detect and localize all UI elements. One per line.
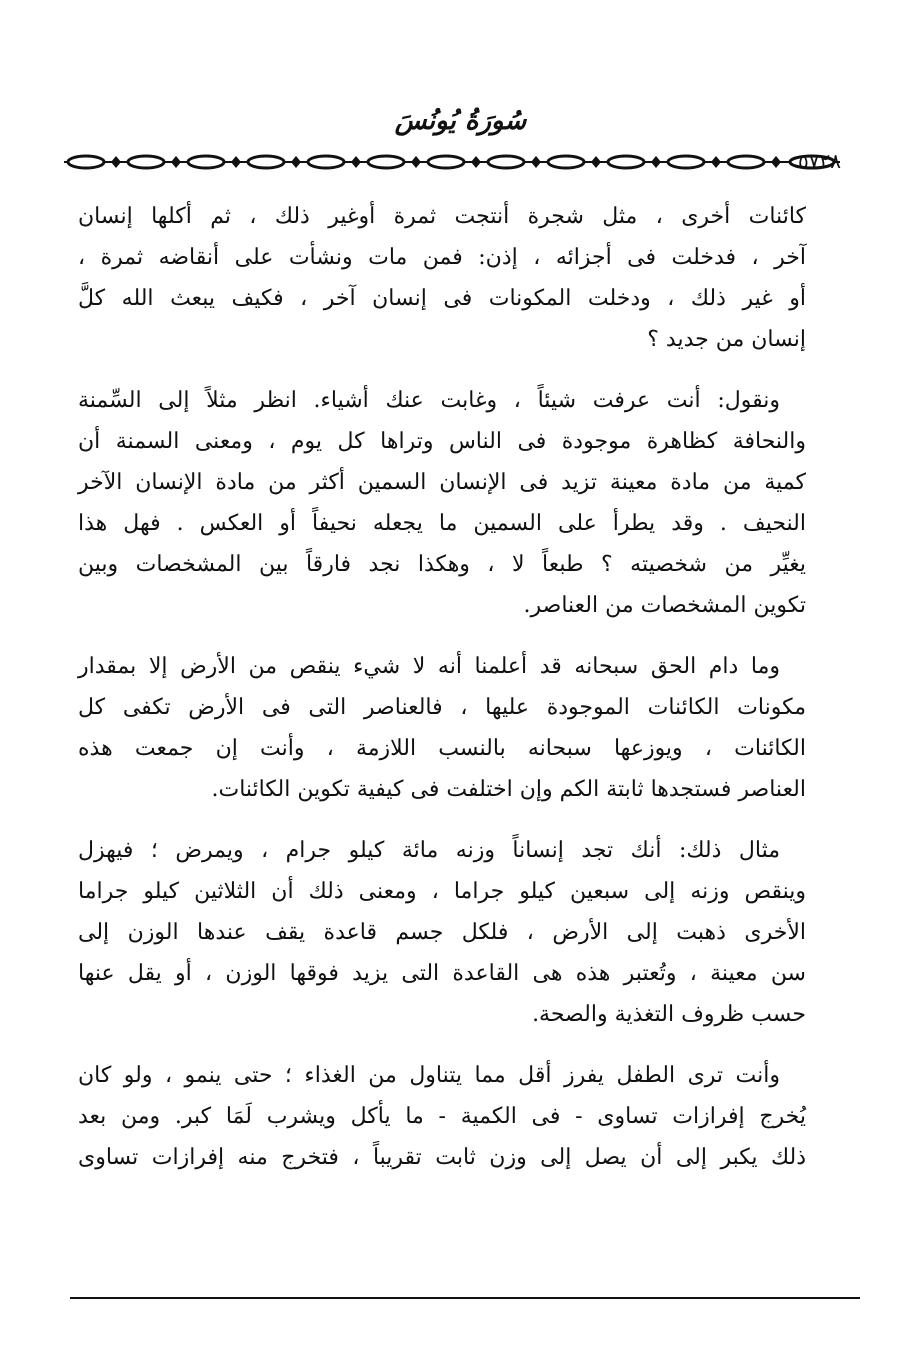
- body-text: [78, 196, 806, 1198]
- text-line: وأنت ترى الطفل يفرز أقل مما يتناول من الغذاء ؛ حتى ينمو ، ولو كان: [78, 1063, 780, 1088]
- text-line: العناصر فستجدها ثابتة الكم وإن اختلفت فى كيفية تكوين الكائنات.: [211, 777, 806, 802]
- text-line: مثال ذلك: أنك تجد إنساناً وزنه مائة كيلو جرام ، ويمرض ؛ فيهزل: [78, 838, 780, 863]
- text-line: يغيِّر من شخصيته ؟ طبعاً لا ، وهكذا نجد فارقاً بين المشخصات وبين: [78, 552, 806, 577]
- text-line: كمية من مادة معينة تزيد فى الإنسان السمين أكثر من مادة الإنسان الآخر: [78, 470, 806, 495]
- text-line: الأخرى ذهبت إلى الأرض ، فلكل جسم قاعدة يقف عندها الوزن إلى: [78, 920, 806, 945]
- text-line: والنحافة كظاهرة موجودة فى الناس وتراها كل يوم ، ومعنى السمنة أن: [78, 429, 806, 454]
- text-line: ونقول: أنت عرفت شيئاً ، وغابت عنك أشياء. انظر مثلاً إلى السِّمنة: [78, 388, 780, 413]
- paragraph: [78, 380, 806, 626]
- text-line: سن معينة ، وتُعتبر هذه هى القاعدة التى يزيد فوقها الوزن ، أو يقل عنها: [78, 961, 806, 986]
- footer-rule: [70, 1297, 860, 1299]
- paragraph: [78, 646, 806, 810]
- text-line: وما دام الحق سبحانه قد أعلمنا أنه لا شيء ينقص من الأرض إلا بمقدار: [78, 654, 780, 679]
- text-line: النحيف . وقد يطرأ على السمين ما يجعله نحيفاً أو العكس . فهل هذا: [78, 511, 806, 536]
- text-line: ذلك يكبر إلى أن يصل إلى وزن ثابت تقريباً ، فتخرج منه إفرازات تساوى: [78, 1145, 806, 1170]
- text-line: إنسان من جديد ؟: [647, 327, 806, 352]
- text-line: أو غير ذلك ، ودخلت المكونات فى إنسان آخر ، فكيف يبعث الله كلَّ: [78, 286, 806, 311]
- surah-title: سُورَةُ يُونُسَ: [394, 106, 527, 136]
- paragraph: [78, 830, 806, 1035]
- paragraph: [78, 1055, 806, 1178]
- page-number: ٥٧٢٨: [798, 149, 841, 173]
- text-line: حسب ظروف التغذية والصحة.: [532, 1002, 806, 1027]
- text-line: كائنات أخرى ، مثل شجرة أنتجت ثمرة أوغير ذلك ، ثم أكلها إنسان: [78, 204, 806, 229]
- text-line: وينقص وزنه إلى سبعين كيلو جراما ، ومعنى ذلك أن الثلاثين كيلو جراما: [78, 879, 806, 904]
- ornamental-header-border: [64, 151, 840, 173]
- text-line: يُخرج إفرازات تساوى - فى الكمية - ما يأكل ويشرب لَمَا كبر. ومن بعد: [78, 1104, 806, 1129]
- text-line: آخر ، فدخلت فى أجزائه ، إذن: فمن مات ونشأت على أنقاضه ثمرة ،: [78, 245, 806, 270]
- text-line: تكوين المشخصات من العناصر.: [523, 593, 806, 618]
- text-line: مكونات الكائنات الموجودة عليها ، فالعناصر التى فى الأرض تكفى كل: [78, 695, 806, 720]
- paragraph: [78, 196, 806, 360]
- text-line: الكائنات ، ويوزعها سبحانه بالنسب اللازمة ، وأنت إن جمعت هذه: [78, 736, 806, 761]
